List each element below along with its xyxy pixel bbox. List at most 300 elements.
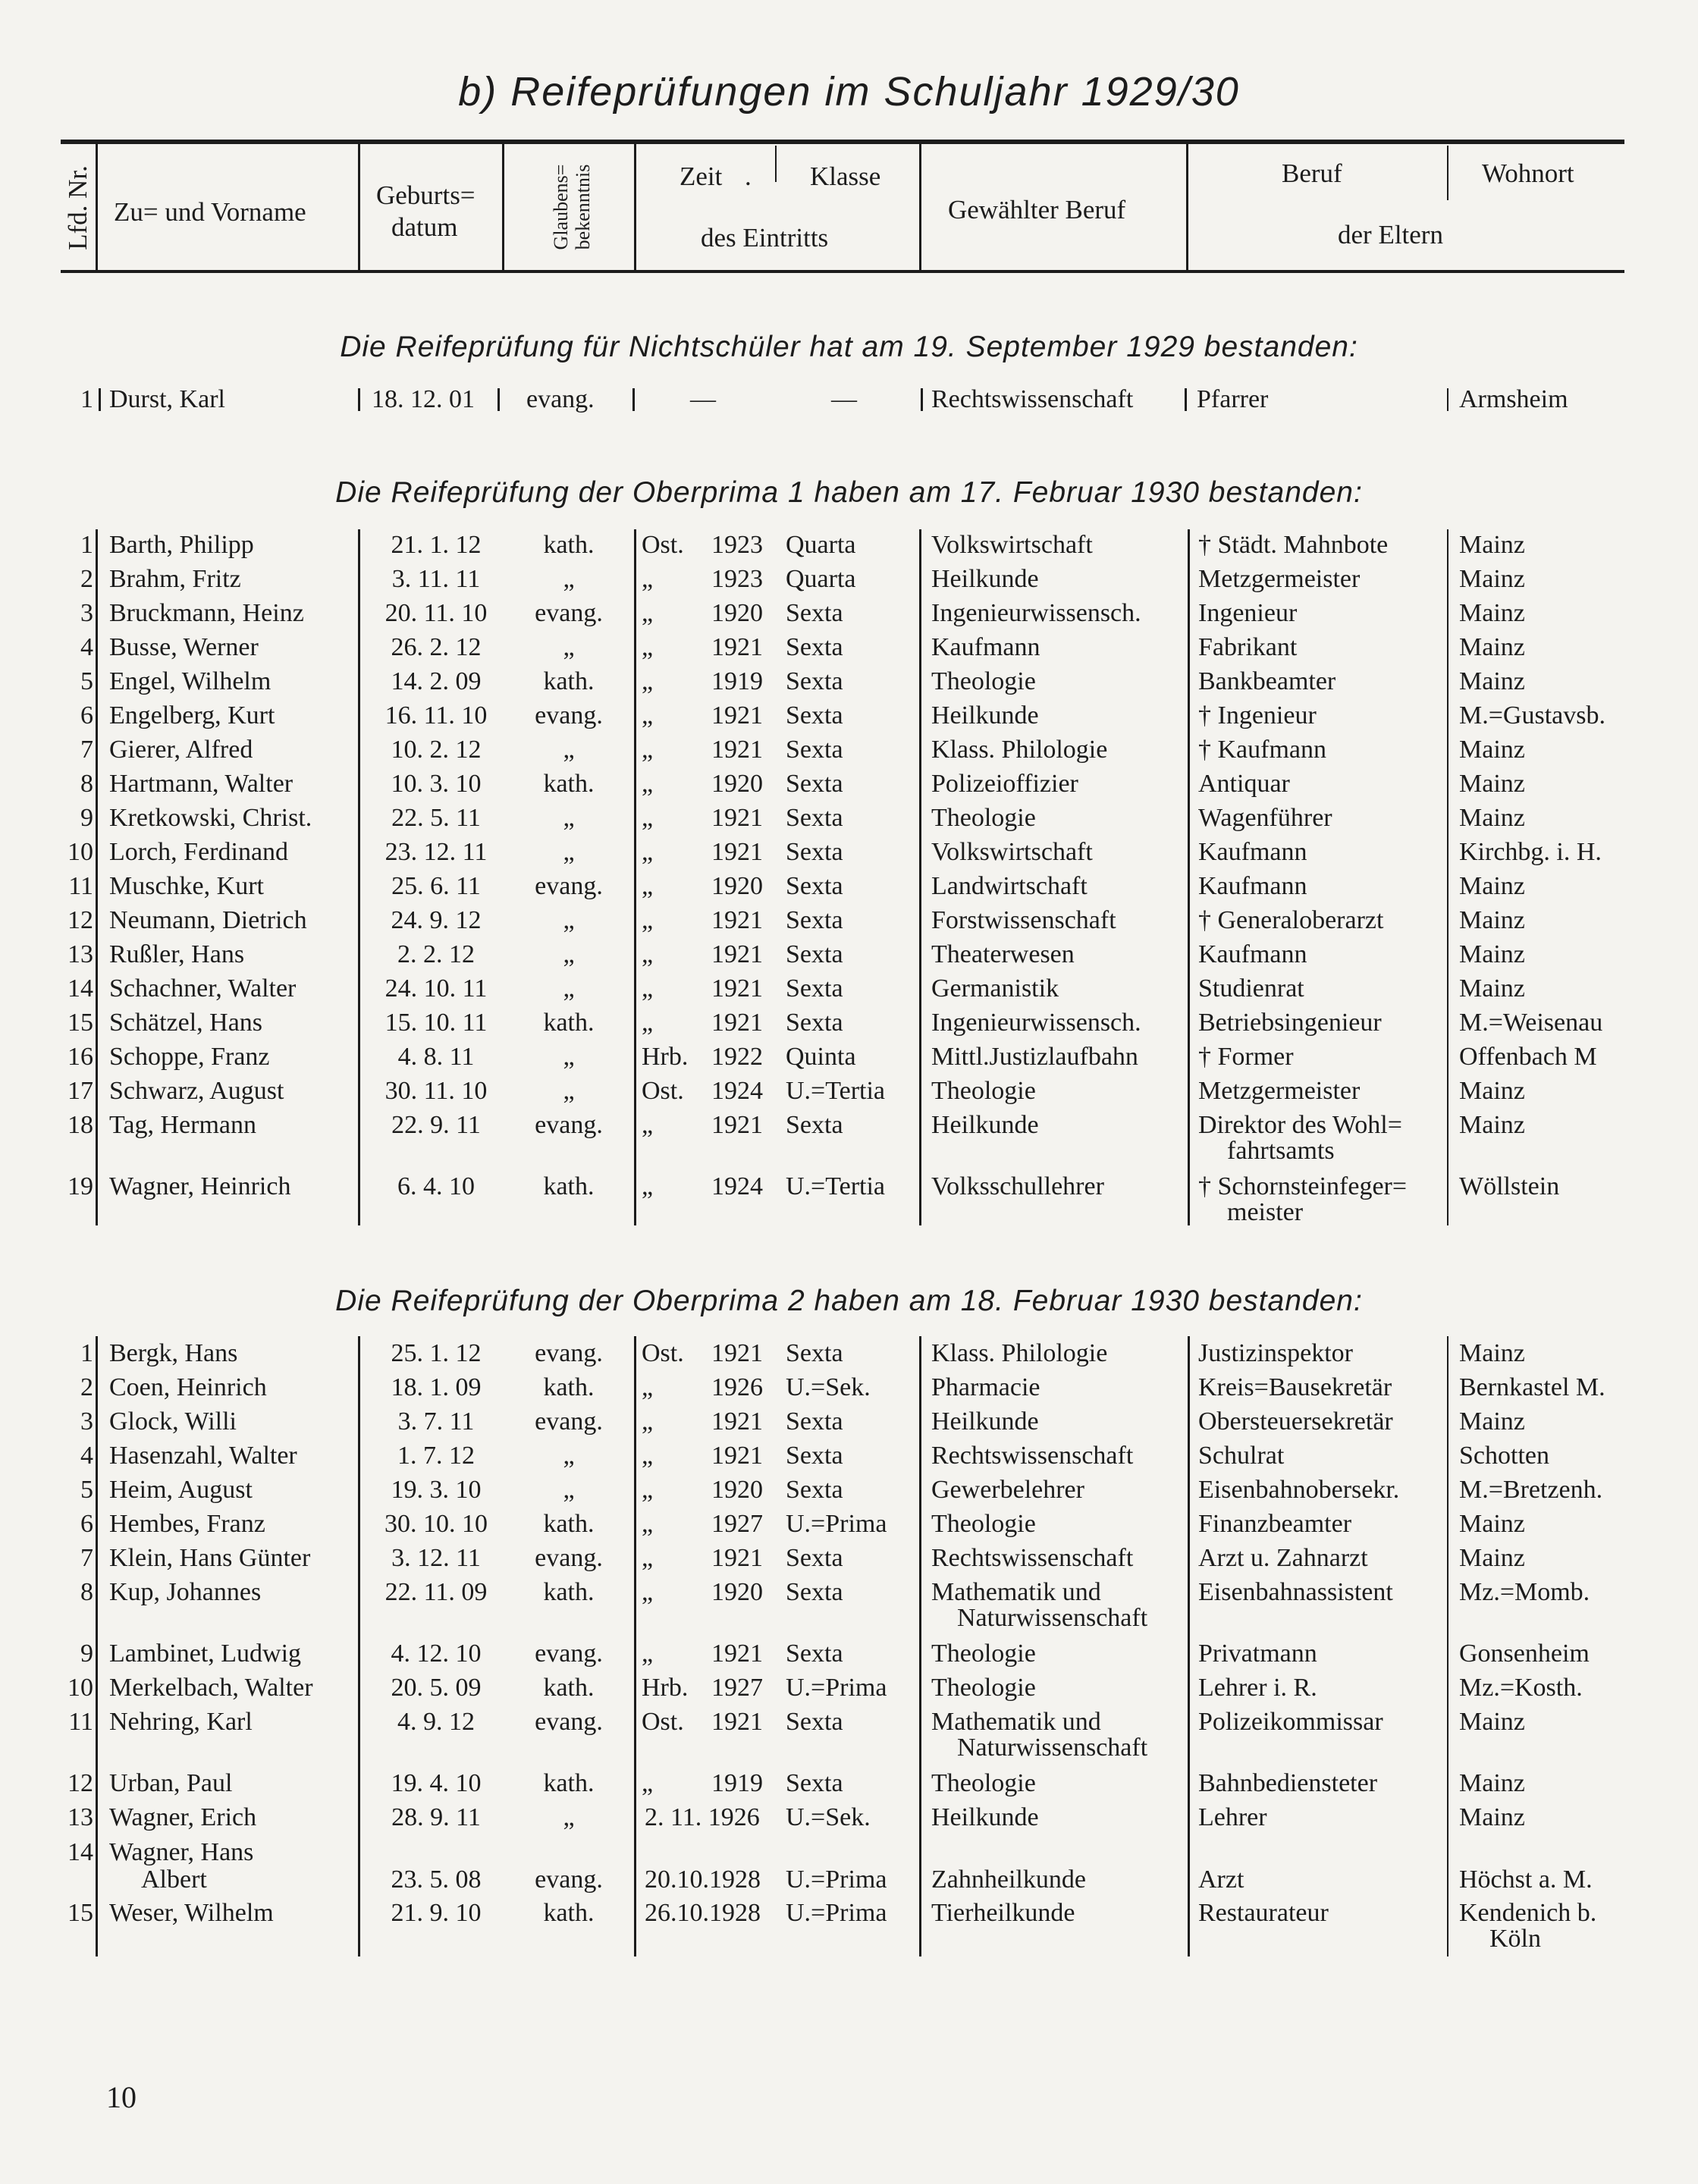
row-name: Lambinet, Ludwig	[109, 1640, 302, 1668]
row-birthdate: 30. 11. 10	[384, 1077, 488, 1105]
row-name: Hasenzahl, Walter	[109, 1442, 297, 1470]
row-name: Bergk, Hans	[109, 1339, 238, 1367]
row-number: 5	[80, 667, 93, 695]
row-term: „	[642, 701, 654, 730]
row-year: 1921	[711, 1407, 763, 1436]
row-number: 2	[80, 1373, 93, 1401]
row-term: „	[642, 1640, 654, 1668]
row-year: 1920	[711, 770, 763, 798]
row-eltern: Fabrikant	[1198, 633, 1298, 661]
table-row	[0, 1800, 1698, 1834]
row-faith: „	[563, 736, 575, 764]
row-beruf: Theologie	[931, 804, 1036, 832]
row-beruf: Ingenieurwissensch.	[931, 599, 1141, 627]
row-number: 12	[67, 1769, 93, 1797]
row-term: Ost.	[642, 531, 684, 559]
row-year: 1922	[711, 1043, 763, 1071]
row-wohnort: Mainz	[1459, 1510, 1525, 1538]
row-number: 1	[80, 385, 93, 413]
row-number: 11	[68, 872, 93, 900]
row-klasse: Quinta	[786, 1043, 856, 1071]
row-eltern: Studienrat	[1198, 974, 1304, 1003]
row-beruf: Ingenieurwissensch.	[931, 1009, 1141, 1037]
row-year: 1920	[711, 872, 763, 900]
row-eltern: Kaufmann	[1198, 872, 1307, 900]
row-number: 14	[67, 1838, 93, 1866]
row-faith: „	[563, 974, 575, 1003]
row-beruf: Volkswirtschaft	[931, 531, 1093, 559]
row-beruf: Theaterwesen	[931, 940, 1075, 968]
row-beruf: Theologie	[931, 1640, 1036, 1668]
row-number: 15	[67, 1899, 93, 1927]
row-faith: evang.	[535, 1407, 603, 1436]
row-birthdate: 18. 1. 09	[391, 1373, 482, 1401]
header-glaubens-1: Glaubens=	[550, 164, 572, 250]
row-number: 7	[80, 736, 93, 764]
row-name: Schoppe, Franz	[109, 1043, 270, 1071]
row-beruf: Heilkunde	[931, 1407, 1039, 1436]
row-year: 1921	[711, 940, 763, 968]
row-number: 4	[80, 633, 93, 661]
row-wohnort: Mainz	[1459, 667, 1525, 695]
row-birthdate: 19. 3. 10	[391, 1476, 482, 1504]
row-name: Kretkowski, Christ.	[109, 804, 312, 832]
row-faith: „	[563, 1442, 575, 1470]
row-wohnort: Mainz	[1459, 1803, 1525, 1831]
row-number: 12	[67, 906, 93, 934]
row-eltern: Antiquar	[1198, 770, 1290, 798]
row-beruf: Theologie	[931, 1510, 1036, 1538]
row-birthdate: 22. 11. 09	[384, 1578, 488, 1606]
row-eltern: Bahnbediensteter	[1198, 1769, 1378, 1797]
row-name: Schätzel, Hans	[109, 1009, 263, 1037]
row-number: 1	[80, 531, 93, 559]
row-eltern: Pfarrer	[1197, 385, 1269, 413]
row-birthdate: 20. 11. 10	[384, 599, 488, 627]
row-wohnort: Mainz	[1459, 531, 1525, 559]
row-faith: „	[563, 1077, 575, 1105]
row-year: 1921	[711, 1544, 763, 1572]
row-term: „	[642, 633, 654, 661]
row-birthdate: 21. 1. 12	[391, 531, 482, 559]
header-bottom-rule	[61, 270, 1624, 273]
row-birthdate: 4. 9. 12	[397, 1708, 475, 1736]
table-row	[0, 1169, 1698, 1226]
row-number: 2	[80, 565, 93, 593]
row-year: 1921	[711, 701, 763, 730]
row-wohnort: Mainz	[1459, 1708, 1525, 1736]
table-row	[0, 1671, 1698, 1705]
header-zeit: Zeit	[680, 162, 723, 191]
row-name: Nehring, Karl	[109, 1708, 253, 1736]
row-wohnort: Mainz	[1459, 1407, 1525, 1436]
row-beruf: Heilkunde	[931, 565, 1039, 593]
row-name: Wagner, Heinrich	[109, 1172, 291, 1200]
row-term: „	[642, 667, 654, 695]
row-number: 3	[80, 1407, 93, 1436]
header-top-rule	[61, 140, 1624, 144]
row-eltern: † Städt. Mahnbote	[1198, 531, 1389, 559]
row-term: „	[642, 838, 654, 866]
table-row	[0, 1636, 1698, 1671]
table-row	[0, 664, 1698, 698]
row-name: Coen, Heinrich	[109, 1373, 267, 1401]
header-divider	[775, 146, 777, 182]
row-term: Ost.	[642, 1708, 684, 1736]
row-faith: kath.	[543, 531, 595, 559]
row-beruf: Mittl.Justizlaufbahn	[931, 1043, 1138, 1071]
row-number: 11	[68, 1708, 93, 1736]
table-row	[0, 903, 1698, 937]
table-row	[0, 1439, 1698, 1473]
table-row	[0, 630, 1698, 664]
row-number: 19	[67, 1172, 93, 1200]
row-birthdate: 28. 9. 11	[391, 1803, 481, 1831]
row-klasse: Sexta	[786, 906, 843, 934]
row-klasse: Sexta	[786, 1339, 843, 1367]
row-year: 1921	[711, 838, 763, 866]
row-klasse: Sexta	[786, 1640, 843, 1668]
row-birthdate: 1. 7. 12	[397, 1442, 475, 1470]
row-term: Hrb.	[642, 1043, 689, 1071]
header-geburtsdatum-2: datum	[391, 212, 458, 242]
row-year: 1924	[711, 1172, 763, 1200]
row-wohnort: Schotten	[1459, 1442, 1549, 1470]
row-beruf: Klass. Philologie	[931, 736, 1108, 764]
row-klasse: Sexta	[786, 1708, 843, 1736]
table-row	[0, 869, 1698, 903]
row-faith: „	[563, 1476, 575, 1504]
row-year: 1920	[711, 599, 763, 627]
row-name: Barth, Philipp	[109, 531, 254, 559]
row-wohnort: Kendenich b.	[1459, 1899, 1597, 1927]
row-term: „	[642, 1476, 654, 1504]
row-birthdate: 19. 4. 10	[391, 1769, 482, 1797]
row-eltern: Arzt u. Zahnarzt	[1198, 1544, 1368, 1572]
row-number: 15	[67, 1009, 93, 1037]
row-eltern: † Schornsteinfeger=	[1198, 1172, 1408, 1200]
row-name: Weser, Wilhelm	[109, 1899, 274, 1927]
header-gewaehlter-beruf: Gewählter Beruf	[948, 195, 1126, 224]
row-name: Tag, Hermann	[109, 1111, 256, 1139]
row-faith: kath.	[543, 1899, 595, 1927]
row-wohnort: M.=Gustavsb.	[1459, 701, 1605, 730]
row-eltern: Kreis=Bausekretär	[1198, 1373, 1392, 1401]
table-row	[0, 1074, 1698, 1108]
header-divider	[1186, 144, 1188, 270]
row-name: Muschke, Kurt	[109, 872, 264, 900]
row-number: 17	[67, 1077, 93, 1105]
table-row	[0, 1370, 1698, 1404]
row-birthdate: 25. 6. 11	[391, 872, 481, 900]
row-klasse: Sexta	[786, 599, 843, 627]
row-eltern: Obersteuersekretär	[1198, 1407, 1393, 1436]
row-birthdate: 16. 11. 10	[384, 701, 488, 730]
row-term: Ost.	[642, 1077, 684, 1105]
row-year: 1921	[711, 804, 763, 832]
header-wohnort: Wohnort	[1482, 158, 1574, 188]
row-year: 1919	[711, 1769, 763, 1797]
page-number: 10	[106, 2080, 137, 2114]
header-der-eltern: der Eltern	[1338, 220, 1443, 249]
row-faith: kath.	[543, 1172, 595, 1200]
row-eltern: Metzgermeister	[1198, 565, 1361, 593]
table-row	[0, 801, 1698, 835]
row-beruf: Tierheilkunde	[931, 1899, 1075, 1927]
row-name: Durst, Karl	[109, 385, 225, 413]
row-term: „	[642, 1442, 654, 1470]
row-wohnort: Mainz	[1459, 565, 1525, 593]
table-row	[0, 1575, 1698, 1632]
row-klasse: Sexta	[786, 1442, 843, 1470]
row-wohnort: Mainz	[1459, 940, 1525, 968]
row-beruf: Pharmacie	[931, 1373, 1040, 1401]
row-divider	[497, 388, 500, 411]
row-wohnort: Armsheim	[1459, 385, 1568, 413]
row-beruf: Volksschullehrer	[931, 1172, 1104, 1200]
row-beruf: Klass. Philologie	[931, 1339, 1108, 1367]
row-number: 6	[80, 1510, 93, 1538]
row-beruf: Rechtswissenschaft	[931, 385, 1134, 413]
row-name: Kup, Johannes	[109, 1578, 262, 1606]
row-year: 1920	[711, 1476, 763, 1504]
row-wohnort: Kirchbg. i. H.	[1459, 838, 1602, 866]
table-row	[0, 596, 1698, 630]
row-year: 1921	[711, 1640, 763, 1668]
row-faith: kath.	[543, 667, 595, 695]
section-heading-oberprima-1: Die Reifeprüfung der Oberprima 1 haben am 17. Februar 1930 bestanden:	[335, 476, 1363, 509]
table-row	[0, 1705, 1698, 1762]
table-row	[0, 1006, 1698, 1040]
row-klasse: U.=Tertia	[786, 1172, 886, 1200]
row-birthdate: 22. 9. 11	[391, 1111, 481, 1139]
row-beruf: Theologie	[931, 1769, 1036, 1797]
row-year: 1921	[711, 1708, 763, 1736]
header-zeit-dot: .	[745, 162, 752, 191]
row-number: 16	[67, 1043, 93, 1071]
table-row	[0, 1541, 1698, 1575]
header-des-eintritts: des Eintritts	[701, 223, 829, 253]
page-title: b) Reifeprüfungen im Schuljahr 1929/30	[458, 69, 1240, 115]
row-eltern: Lehrer	[1198, 1803, 1267, 1831]
row-beruf: Rechtswissenschaft	[931, 1544, 1134, 1572]
table-row	[0, 971, 1698, 1006]
row-name: Merkelbach, Walter	[109, 1674, 313, 1702]
row-beruf-continued: Naturwissenschaft	[957, 1734, 1148, 1762]
row-eltern: Polizeikommissar	[1198, 1708, 1383, 1736]
row-faith: evang.	[535, 1640, 603, 1668]
row-eltern: Metzgermeister	[1198, 1077, 1361, 1105]
row-klasse: Sexta	[786, 1476, 843, 1504]
row-term: „	[642, 770, 654, 798]
row-faith: evang.	[535, 701, 603, 730]
table-row	[0, 698, 1698, 733]
row-eltern: Justizinspektor	[1198, 1339, 1353, 1367]
row-klasse: Sexta	[786, 667, 843, 695]
row-divider	[358, 388, 360, 411]
row-birthdate: 18. 12. 01	[372, 385, 475, 413]
row-term: 2. 11. 1926	[645, 1803, 760, 1831]
row-birthdate: 23. 12. 11	[384, 838, 488, 866]
row-klasse: Sexta	[786, 974, 843, 1003]
row-divider	[1447, 388, 1448, 411]
row-faith: „	[563, 1043, 575, 1071]
table-row	[0, 562, 1698, 596]
row-term: „	[642, 1544, 654, 1572]
row-klasse: U.=Sek.	[786, 1803, 871, 1831]
row-name-continued: Albert	[141, 1866, 207, 1894]
row-name: Brahm, Fritz	[109, 565, 241, 593]
row-faith: evang.	[535, 872, 603, 900]
row-wohnort: Höchst a. M.	[1459, 1866, 1593, 1894]
row-wohnort: Mz.=Kosth.	[1459, 1674, 1583, 1702]
row-birthdate: 22. 5. 11	[391, 804, 481, 832]
row-klasse: U.=Prima	[786, 1674, 887, 1702]
row-beruf-continued: Naturwissenschaft	[957, 1604, 1148, 1632]
row-term: „	[642, 1510, 654, 1538]
header-divider	[1447, 146, 1448, 200]
row-name: Wagner, Hans	[109, 1838, 254, 1866]
row-klasse: Sexta	[786, 872, 843, 900]
row-beruf: Volkswirtschaft	[931, 838, 1093, 866]
row-eltern: Lehrer i. R.	[1198, 1674, 1317, 1702]
row-eltern: Direktor des Wohl=	[1198, 1111, 1402, 1139]
row-term: „	[642, 1407, 654, 1436]
row-eltern: Bankbeamter	[1198, 667, 1336, 695]
row-wohnort: M.=Weisenau	[1459, 1009, 1603, 1037]
row-name: Urban, Paul	[109, 1769, 233, 1797]
row-name: Hartmann, Walter	[109, 770, 293, 798]
row-term: Hrb.	[642, 1674, 689, 1702]
row-year: 1921	[711, 1442, 763, 1470]
row-beruf: Theologie	[931, 667, 1036, 695]
row-number: 1	[80, 1339, 93, 1367]
table-row	[0, 1040, 1698, 1074]
row-eltern: † Kaufmann	[1198, 736, 1327, 764]
row-eltern: Eisenbahnobersekr.	[1198, 1476, 1400, 1504]
row-wohnort: Mainz	[1459, 1077, 1525, 1105]
row-number: 14	[67, 974, 93, 1003]
row-faith: „	[563, 1803, 575, 1831]
row-klasse: Quarta	[786, 531, 856, 559]
row-wohnort: Bernkastel M.	[1459, 1373, 1605, 1401]
row-wohnort: Mainz	[1459, 804, 1525, 832]
row-faith: kath.	[543, 770, 595, 798]
row-klasse: Sexta	[786, 1111, 843, 1139]
row-beruf: Heilkunde	[931, 1803, 1039, 1831]
row-faith: evang.	[535, 1111, 603, 1139]
row-birthdate: 14. 2. 09	[391, 667, 482, 695]
row-beruf: Polizeioffizier	[931, 770, 1078, 798]
row-wohnort: Gonsenheim	[1459, 1640, 1590, 1668]
row-beruf: Theologie	[931, 1077, 1036, 1105]
row-eltern: Finanzbeamter	[1198, 1510, 1352, 1538]
row-faith: „	[563, 565, 575, 593]
row-name: Engel, Wilhelm	[109, 667, 271, 695]
row-year: 1921	[711, 1009, 763, 1037]
row-term: „	[642, 599, 654, 627]
row-klasse: U.=Sek.	[786, 1373, 871, 1401]
row-number: 10	[67, 1674, 93, 1702]
row-number: 8	[80, 770, 93, 798]
row-faith: „	[563, 633, 575, 661]
row-faith: kath.	[543, 1009, 595, 1037]
row-wohnort: Mainz	[1459, 770, 1525, 798]
table-row	[0, 1766, 1698, 1800]
row-number: 13	[67, 1803, 93, 1831]
row-year: 1921	[711, 1339, 763, 1367]
row-wohnort: Mainz	[1459, 974, 1525, 1003]
row-eltern: † Ingenieur	[1198, 701, 1317, 730]
row-name: Glock, Willi	[109, 1407, 237, 1436]
row-year: 1923	[711, 531, 763, 559]
row-faith: evang.	[535, 1708, 603, 1736]
header-divider	[919, 144, 921, 270]
row-name: Klein, Hans Günter	[109, 1544, 311, 1572]
row-faith: „	[563, 940, 575, 968]
row-name: Busse, Werner	[109, 633, 259, 661]
section-heading-oberprima-2: Die Reifeprüfung der Oberprima 2 haben am 18. Februar 1930 bestanden:	[335, 1285, 1363, 1317]
row-term: „	[642, 940, 654, 968]
row-name: Hembes, Franz	[109, 1510, 265, 1538]
row-name: Schwarz, August	[109, 1077, 284, 1105]
row-number: 10	[67, 838, 93, 866]
row-birthdate: 24. 10. 11	[384, 974, 488, 1003]
row-wohnort: Mainz	[1459, 633, 1525, 661]
row-wohnort: Mainz	[1459, 872, 1525, 900]
row-number: 13	[67, 940, 93, 968]
row-term: „	[642, 906, 654, 934]
header-glaubens-2: bekenntnis	[572, 164, 594, 250]
row-wohnort: Mainz	[1459, 1339, 1525, 1367]
row-birthdate: 4. 8. 11	[397, 1043, 475, 1071]
row-klasse: Sexta	[786, 633, 843, 661]
header-name: Zu= und Vorname	[114, 197, 306, 227]
row-wohnort: Mainz	[1459, 1111, 1525, 1139]
row-eltern: Kaufmann	[1198, 940, 1307, 968]
table-row	[0, 733, 1698, 767]
header-divider	[634, 144, 636, 270]
row-birthdate: 4. 12. 10	[391, 1640, 482, 1668]
row-term: „	[642, 1111, 654, 1139]
row-birthdate: 2. 2. 12	[397, 940, 475, 968]
row-divider	[1185, 388, 1187, 411]
table-row	[0, 1507, 1698, 1541]
row-eltern: † Former	[1198, 1043, 1294, 1071]
row-birthdate: 24. 9. 12	[391, 906, 482, 934]
row-eltern: Schulrat	[1198, 1442, 1285, 1470]
row-klasse: Sexta	[786, 1009, 843, 1037]
row-name: Gierer, Alfred	[109, 736, 253, 764]
row-eltern-continued: fahrtsamts	[1227, 1137, 1335, 1165]
row-term: 20.10.1928	[645, 1866, 761, 1894]
row-wohnort: Mainz	[1459, 599, 1525, 627]
table-row	[0, 1473, 1698, 1507]
row-klasse: U.=Prima	[786, 1510, 887, 1538]
row-wohnort: Mainz	[1459, 1769, 1525, 1797]
row-term: 26.10.1928	[645, 1899, 761, 1927]
row-klasse: Sexta	[786, 1769, 843, 1797]
row-eltern: Restaurateur	[1198, 1899, 1329, 1927]
row-term: —	[690, 385, 716, 413]
row-term: „	[642, 736, 654, 764]
row-beruf: Heilkunde	[931, 1111, 1039, 1139]
row-birthdate: 15. 10. 11	[384, 1009, 488, 1037]
table-row	[0, 1896, 1698, 1953]
row-klasse: Sexta	[786, 838, 843, 866]
row-term: „	[642, 1172, 654, 1200]
row-eltern: Ingenieur	[1198, 599, 1298, 627]
